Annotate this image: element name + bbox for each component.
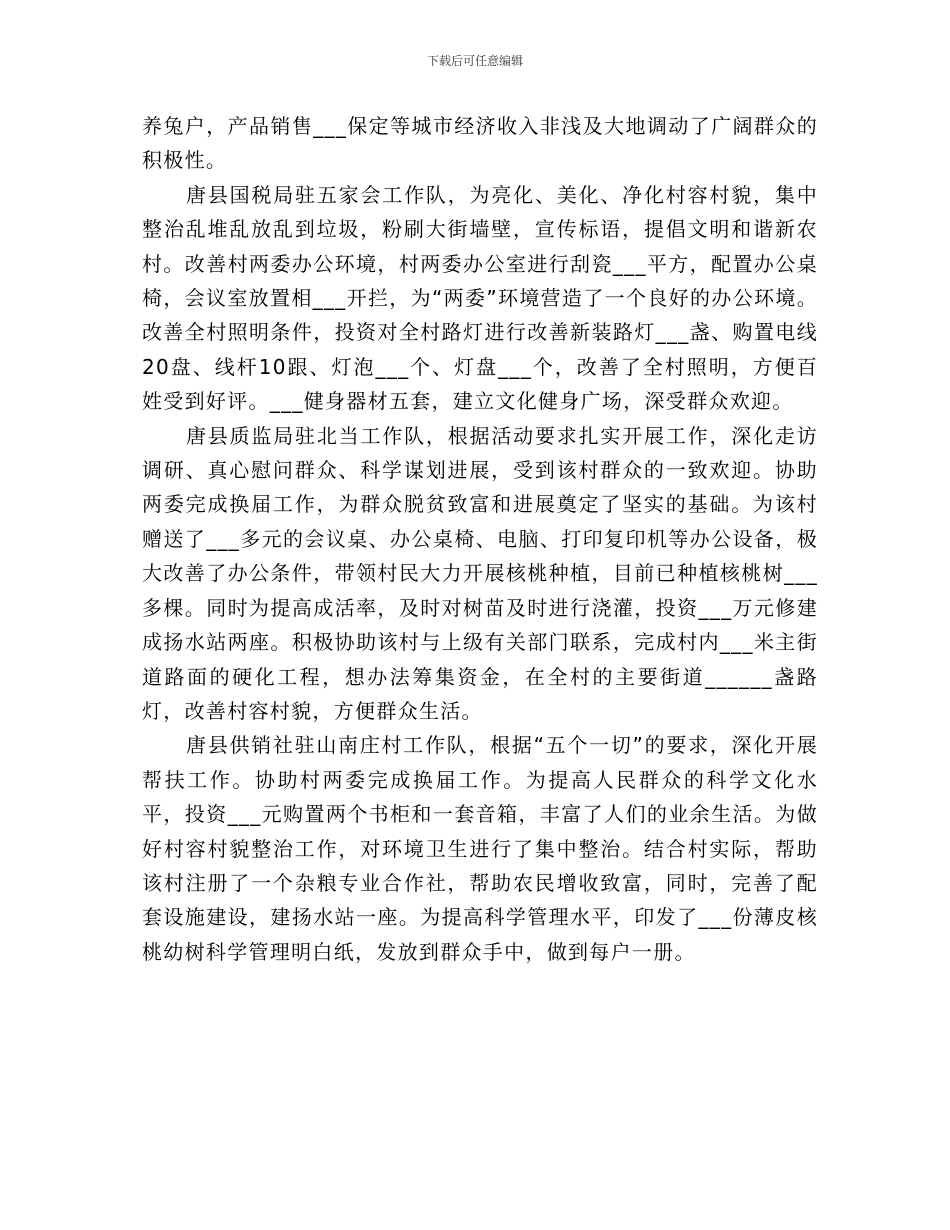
paragraph-quality-bureau: 唐县质监局驻北当工作队，根据活动要求扎实开展工作，深化走访调研、真心慰问群众、科学谋划进展，受到该村群众的一致欢迎。协助两委完成换届工作，为群众脱贫致富和进展奠定了坚实的基础。为该村赠送了___多元的会议桌、办公桌椅、电脑、打印复印机等办公设备，极大改善了办公条件，带领村民大力开展核桃种植，目前已种植核桃树___多棵。同时为提高成活率，及时对树苗及时进行浇灌，投资___万元修建成扬水站两座。积极协助该村与上级有关部门联系，完成村内___米主街道路面的硬化工程，想办法筹集资金，在全村的主要街道______盏路灯，改善村容村貌，方便群众生活。 xyxy=(142,423,818,723)
paragraph-continuation: 养兔户，产品销售___保定等城市经济收入非浅及大地调动了广阔群众的积极性。 xyxy=(142,114,818,173)
paragraph-supply-cooperative: 唐县供销社驻山南庄村工作队，根据“五个一切”的要求，深化开展帮扶工作。协助村两委完成换届工作。为提高人民群众的科学文化水平，投资___元购置两个书柜和一套音箱，丰富了人们的业余生活。为做好村容村貌整治工作，对环境卫生进行了集中整治。结合村实际，帮助该村注册了一个杂粮专业合作社，帮助农民增收致富，同时，完善了配套设施建设，建扬水站一座。为提高科学管理水平，印发了___份薄皮核桃幼树科学管理明白纸，发放到群众手中，做到每户一册。 xyxy=(142,733,818,964)
page-header: 下载后可任意编辑 xyxy=(426,54,523,68)
document-body xyxy=(142,109,818,969)
paragraph-tax-bureau: 唐县国税局驻五家会工作队，为亮化、美化、净化村容村貌，集中整治乱堆乱放乱到垃圾，粉刷大街墙壁，宣传标语，提倡文明和谐新农村。改善村两委办公环境，村两委办公室进行刮瓷___平方，配置办公桌椅，会议室放置相___开拦，为“两委”环境营造了一个良好的办公环境。改善全村照明条件，投资对全村路灯进行改善新装路灯___盏、购置电线20盘、线杆10跟、灯泡___个、灯盘___个，改善了全村照明，方便百姓受到好评。___健身器材五套，建立文化健身广场，深受群众欢迎。 xyxy=(142,182,818,414)
